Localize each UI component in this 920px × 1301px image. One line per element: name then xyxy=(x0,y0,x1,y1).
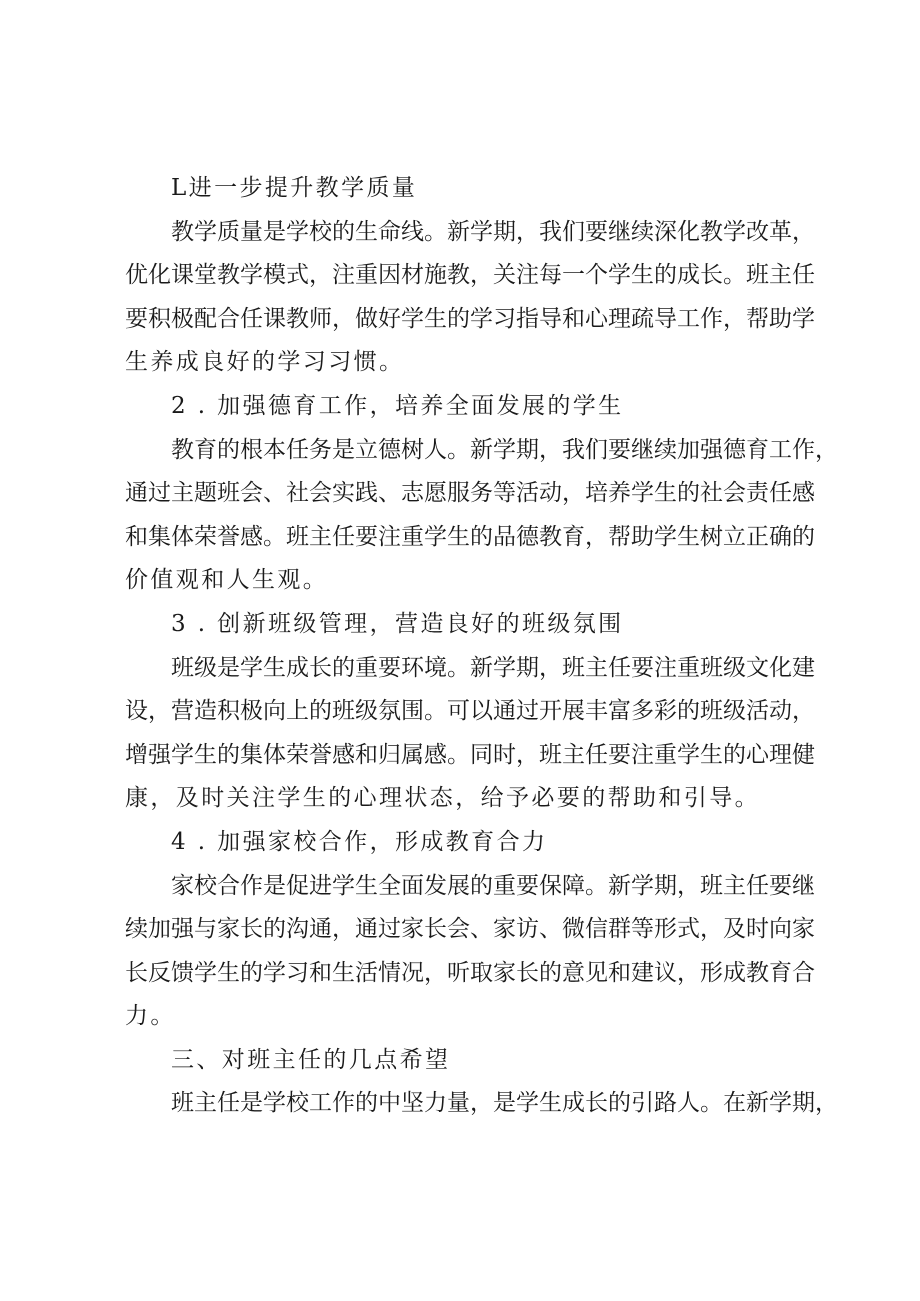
paragraph-line: 教学质量是学校的生命线。新学期，我们要继续深化教学改革， xyxy=(171,218,815,245)
paragraph-line: 康，及时关注学生的心理状态，给予必要的帮助和引导。 xyxy=(125,785,760,812)
paragraph-line: 和集体荣誉感。班主任要注重学生的品德教育，帮助学生树立正确的 xyxy=(125,523,815,550)
paragraph-line: 班级是学生成长的重要环境。新学期，班主任要注重班级文化建 xyxy=(171,654,815,681)
paragraph-line: 生养成良好的学习习惯。 xyxy=(125,349,405,376)
paragraph-line: 家校合作是促进学生全面发展的重要保障。新学期，班主任要继 xyxy=(171,872,815,899)
paragraph-line: 设，营造积极向上的班级氛围。可以通过开展丰富多彩的班级活动， xyxy=(125,698,815,725)
paragraph-line: 力。 xyxy=(125,1003,176,1030)
paragraph-line: 优化课堂教学模式，注重因材施教，关注每一个学生的成长。班主任 xyxy=(125,262,815,289)
section-heading-2: 2 . 加强德育工作，培养全面发展的学生 xyxy=(171,392,624,419)
paragraph-line: 续加强与家长的沟通，通过家长会、家访、微信群等形式，及时向家 xyxy=(125,916,815,943)
section-heading-main: 三、对班主任的几点希望 xyxy=(171,1046,451,1073)
paragraph-line: 通过主题班会、社会实践、志愿服务等活动，培养学生的社会责任感 xyxy=(125,480,815,507)
paragraph-line: 班主任是学校工作的中坚力量，是学生成长的引路人。在新学期， xyxy=(171,1090,838,1117)
paragraph-line: 长反馈学生的学习和生活情况，听取家长的意见和建议，形成教育合 xyxy=(125,959,815,986)
section-heading-3: 3 . 创新班级管理，营造良好的班级氛围 xyxy=(171,610,624,637)
section-heading-1: L进一步提升教学质量 xyxy=(171,175,418,201)
section-heading-4: 4 . 加强家校合作，形成教育合力 xyxy=(171,828,548,855)
paragraph-line: 价值观和人生观。 xyxy=(125,567,329,594)
paragraph-line: 教育的根本任务是立德树人。新学期，我们要继续加强德育工作， xyxy=(171,436,838,463)
paragraph-line: 增强学生的集体荣誉感和归属感。同时，班主任要注重学生的心理健 xyxy=(125,741,815,768)
paragraph-line: 要积极配合任课教师，做好学生的学习指导和心理疏导工作，帮助学 xyxy=(125,305,815,332)
document-body xyxy=(125,167,838,1126)
